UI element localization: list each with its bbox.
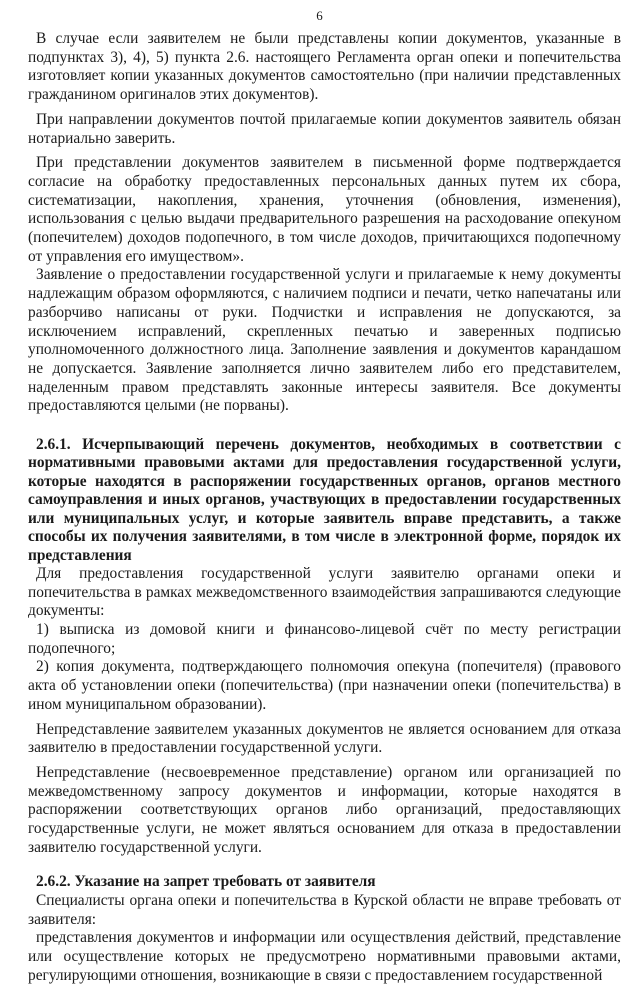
- list-item-2: 2) копия документа, подтверждающего полномочия опекуна (попечителя) (правового акта об установлении опеки (попечительства) (при назначении опеки (попечительства) в ином муниципальном образовании).: [28, 658, 621, 713]
- document-body: [28, 30, 621, 985]
- section-2-6-2-heading: 2.6.2. Указание на запрет требовать от заявителя: [36, 873, 376, 891]
- spacer: [28, 857, 621, 873]
- paragraph-copies: В случае если заявителем не были представлены копии документов, указанные в подпунктах 3), 4), 5) пункта 2.6. настоящего Регламента орган опеки и попечительства изготовляет копии указанных документов самостоятельно (при наличии представленных гражданином оригиналов этих документов).: [28, 30, 621, 104]
- paragraph-prohibition: Специалисты органа опеки и попечительства в Курской области не вправе требовать от заявителя:: [28, 891, 621, 928]
- list-item-1: 1) выписка из домовой книги и финансово-лицевой счёт по месту регистрации подопечного;: [28, 621, 621, 657]
- spacer: [28, 416, 621, 436]
- page-number: 6: [316, 8, 323, 23]
- paragraph-mail: При направлении документов почтой прилагаемые копии документов заявитель обязан нотариально заверить.: [28, 110, 621, 147]
- paragraph-consent: При представлении документов заявителем в письменной форме подтверждается согласие на обработку предоставленных персональных данных путем их сбора, систематизации, накопления, хранения, уточнения (обновления, изменения), использования с целью выдачи предварительного разрешения на расходование опекуном (попечителем) доходов подопечного, в том числе доходов, причитающихся подопечному от управления его имуществом».: [28, 154, 621, 265]
- section-2-6-1-heading: 2.6.1. Исчерпывающий перечень документов, необходимых в соответствии с нормативными правовыми актами для предоставления государственной услуги, которые находятся в распоряжении государственных органов, органов местного самоуправления и иных органов, участвующих в предоставлении государственных или муниципальных услуг, и которые заявитель вправе представить, а также способы их получения заявителями, в том числе в электронной форме, порядок их представления: [28, 436, 621, 564]
- paragraph-nonsubmission: Непредставление заявителем указанных документов не является основанием для отказа заявителю в предоставлении государственной услуги.: [28, 720, 621, 757]
- paragraph-late-submission: Непредставление (несвоевременное представление) органом или организацией по межведомственному запросу документов и информации, которые находятся в распоряжении соответствующих органов либо организаций, предоставляющих государственные услуги, не может являться основанием для отказа в предоставлении заявителю государственной услуги.: [28, 763, 621, 856]
- paragraph-interagency: Для предоставления государственной услуги заявителю органами опеки и попечительства в рамках межведомственного взаимодействия запрашиваются следующие документы:: [28, 564, 621, 620]
- paragraph-requirements: представления документов и информации или осуществления действий, представление или осуществление которых не предусмотрено нормативными правовыми актами, регулирующими отношения, возникающие в связи с предоставлением государственной: [28, 929, 621, 984]
- paragraph-application: Заявление о предоставлении государственной услуги и прилагаемые к нему документы надлежащим образом оформляются, с наличием подписи и печати, четко напечатаны или разборчиво написаны от руки. Подчистки и исправления не допускаются, за исключением исправлений, скрепленных печатью и заверенных подписью уполномоченного должностного лица. Заполнение заявления и документов карандашом не допускается. Заявление заполняется лично заявителем либо его представителем, наделенным правом представлять законные интересы заявителя. Все документы предоставляются целыми (не порваны).: [28, 266, 621, 415]
